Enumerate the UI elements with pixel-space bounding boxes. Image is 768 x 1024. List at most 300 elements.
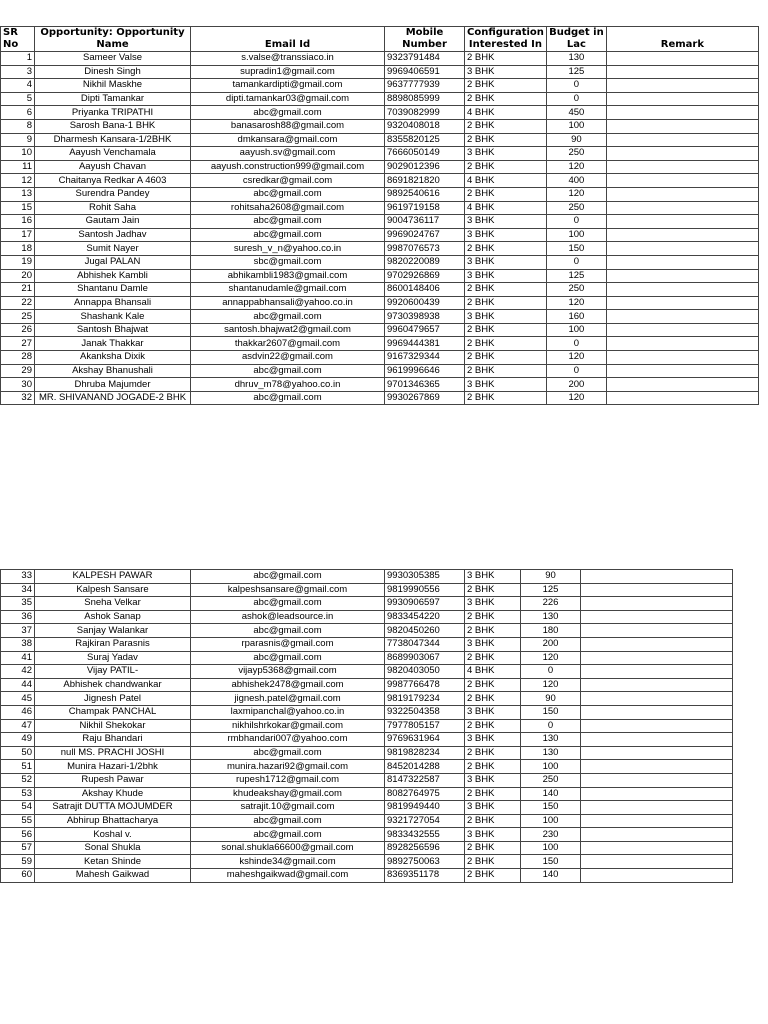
cell-budget[interactable]: 0 bbox=[521, 719, 581, 733]
cell-opportunity-name[interactable]: Sumit Nayer bbox=[35, 242, 191, 256]
cell-mobile-number[interactable]: 9167329344 bbox=[385, 351, 465, 365]
cell-mobile-number[interactable]: 9833432555 bbox=[385, 828, 465, 842]
cell-mobile-number[interactable]: 9701346365 bbox=[385, 378, 465, 392]
cell-opportunity-name[interactable]: Shantanu Damle bbox=[35, 283, 191, 297]
cell-configuration[interactable]: 4 BHK bbox=[465, 106, 547, 120]
cell-email-id[interactable]: abc@gmail.com bbox=[191, 570, 385, 584]
cell-budget[interactable]: 250 bbox=[521, 773, 581, 787]
cell-budget[interactable]: 125 bbox=[546, 269, 606, 283]
cell-budget[interactable]: 130 bbox=[521, 610, 581, 624]
cell-opportunity-name[interactable]: KALPESH PAWAR bbox=[35, 570, 191, 584]
cell-opportunity-name[interactable]: Dipti Tamankar bbox=[35, 92, 191, 106]
cell-opportunity-name[interactable]: Ketan Shinde bbox=[35, 855, 191, 869]
cell-opportunity-name[interactable]: Sarosh Bana-1 BHK bbox=[35, 119, 191, 133]
cell-email-id[interactable]: rupesh1712@gmail.com bbox=[191, 773, 385, 787]
cell-email-id[interactable]: santosh.bhajwat2@gmail.com bbox=[191, 323, 385, 337]
cell-budget[interactable]: 150 bbox=[521, 855, 581, 869]
cell-budget[interactable]: 0 bbox=[546, 79, 606, 93]
cell-opportunity-name[interactable]: Shashank Kale bbox=[35, 310, 191, 324]
cell-configuration[interactable]: 2 BHK bbox=[465, 760, 521, 774]
cell-email-id[interactable]: dmkansara@gmail.com bbox=[191, 133, 385, 147]
cell-email-id[interactable]: abc@gmail.com bbox=[191, 828, 385, 842]
cell-email-id[interactable]: shantanudamle@gmail.com bbox=[191, 283, 385, 297]
cell-mobile-number[interactable]: 8689903067 bbox=[385, 651, 465, 665]
cell-sr-no[interactable]: 11 bbox=[1, 160, 35, 174]
cell-email-id[interactable]: abc@gmail.com bbox=[191, 746, 385, 760]
cell-configuration[interactable]: 2 BHK bbox=[465, 814, 521, 828]
cell-email-id[interactable]: abc@gmail.com bbox=[191, 597, 385, 611]
cell-sr-no[interactable]: 55 bbox=[1, 814, 35, 828]
cell-email-id[interactable]: abc@gmail.com bbox=[191, 310, 385, 324]
cell-email-id[interactable]: vijayp5368@gmail.com bbox=[191, 665, 385, 679]
cell-configuration[interactable]: 3 BHK bbox=[465, 378, 547, 392]
cell-remark[interactable] bbox=[606, 119, 758, 133]
cell-configuration[interactable]: 3 BHK bbox=[465, 705, 521, 719]
cell-configuration[interactable]: 2 BHK bbox=[465, 296, 547, 310]
cell-remark[interactable] bbox=[606, 106, 758, 120]
cell-configuration[interactable]: 4 BHK bbox=[465, 174, 547, 188]
cell-mobile-number[interactable]: 7039082999 bbox=[385, 106, 465, 120]
cell-email-id[interactable]: kshinde34@gmail.com bbox=[191, 855, 385, 869]
cell-mobile-number[interactable]: 9920600439 bbox=[385, 296, 465, 310]
cell-remark[interactable] bbox=[606, 283, 758, 297]
cell-email-id[interactable]: satrajit.10@gmail.com bbox=[191, 801, 385, 815]
cell-configuration[interactable]: 2 BHK bbox=[465, 841, 521, 855]
cell-opportunity-name[interactable]: Vijay PATIL- bbox=[35, 665, 191, 679]
cell-remark[interactable] bbox=[606, 310, 758, 324]
cell-opportunity-name[interactable]: Dharmesh Kansara-1/2BHK bbox=[35, 133, 191, 147]
cell-budget[interactable]: 0 bbox=[546, 337, 606, 351]
cell-configuration[interactable]: 2 BHK bbox=[465, 692, 521, 706]
cell-opportunity-name[interactable]: Nikhil Shekokar bbox=[35, 719, 191, 733]
cell-budget[interactable]: 100 bbox=[546, 119, 606, 133]
cell-opportunity-name[interactable]: Abhishek Kambli bbox=[35, 269, 191, 283]
cell-sr-no[interactable]: 22 bbox=[1, 296, 35, 310]
cell-mobile-number[interactable]: 9730398938 bbox=[385, 310, 465, 324]
cell-remark[interactable] bbox=[581, 624, 733, 638]
cell-remark[interactable] bbox=[606, 378, 758, 392]
cell-remark[interactable] bbox=[581, 651, 733, 665]
cell-remark[interactable] bbox=[606, 65, 758, 79]
cell-opportunity-name[interactable]: Annappa Bhansali bbox=[35, 296, 191, 310]
cell-mobile-number[interactable]: 9819990556 bbox=[385, 583, 465, 597]
cell-configuration[interactable]: 4 BHK bbox=[465, 665, 521, 679]
cell-budget[interactable]: 120 bbox=[546, 187, 606, 201]
cell-opportunity-name[interactable]: Gautam Jain bbox=[35, 215, 191, 229]
cell-email-id[interactable]: khudeakshay@gmail.com bbox=[191, 787, 385, 801]
cell-budget[interactable]: 90 bbox=[521, 692, 581, 706]
cell-remark[interactable] bbox=[581, 637, 733, 651]
cell-remark[interactable] bbox=[581, 705, 733, 719]
cell-opportunity-name[interactable]: Munira Hazari-1/2bhk bbox=[35, 760, 191, 774]
cell-mobile-number[interactable]: 9833454220 bbox=[385, 610, 465, 624]
cell-opportunity-name[interactable]: Suraj Yadav bbox=[35, 651, 191, 665]
cell-opportunity-name[interactable]: Janak Thakkar bbox=[35, 337, 191, 351]
cell-budget[interactable]: 90 bbox=[521, 570, 581, 584]
cell-sr-no[interactable]: 8 bbox=[1, 119, 35, 133]
cell-remark[interactable] bbox=[606, 92, 758, 106]
cell-mobile-number[interactable]: 8452014288 bbox=[385, 760, 465, 774]
cell-mobile-number[interactable]: 9637777939 bbox=[385, 79, 465, 93]
cell-budget[interactable]: 120 bbox=[546, 296, 606, 310]
cell-email-id[interactable]: suresh_v_n@yahoo.co.in bbox=[191, 242, 385, 256]
cell-remark[interactable] bbox=[581, 733, 733, 747]
cell-sr-no[interactable]: 20 bbox=[1, 269, 35, 283]
cell-remark[interactable] bbox=[581, 746, 733, 760]
cell-configuration[interactable]: 2 BHK bbox=[465, 133, 547, 147]
cell-configuration[interactable]: 3 BHK bbox=[465, 733, 521, 747]
cell-remark[interactable] bbox=[606, 323, 758, 337]
cell-sr-no[interactable]: 42 bbox=[1, 665, 35, 679]
cell-remark[interactable] bbox=[606, 187, 758, 201]
cell-mobile-number[interactable]: 9930267869 bbox=[385, 391, 465, 405]
cell-configuration[interactable]: 2 BHK bbox=[465, 323, 547, 337]
cell-sr-no[interactable]: 34 bbox=[1, 583, 35, 597]
cell-configuration[interactable]: 2 BHK bbox=[465, 869, 521, 883]
cell-sr-no[interactable]: 9 bbox=[1, 133, 35, 147]
cell-remark[interactable] bbox=[581, 828, 733, 842]
cell-budget[interactable]: 90 bbox=[546, 133, 606, 147]
cell-opportunity-name[interactable]: Santosh Bhajwat bbox=[35, 323, 191, 337]
cell-configuration[interactable]: 3 BHK bbox=[465, 228, 547, 242]
cell-configuration[interactable]: 2 BHK bbox=[465, 651, 521, 665]
cell-remark[interactable] bbox=[606, 147, 758, 161]
cell-remark[interactable] bbox=[606, 364, 758, 378]
cell-sr-no[interactable]: 51 bbox=[1, 760, 35, 774]
cell-budget[interactable]: 180 bbox=[521, 624, 581, 638]
cell-opportunity-name[interactable]: Priyanka TRIPATHI bbox=[35, 106, 191, 120]
cell-email-id[interactable]: laxmipanchal@yahoo.co.in bbox=[191, 705, 385, 719]
cell-budget[interactable]: 120 bbox=[546, 351, 606, 365]
cell-budget[interactable]: 130 bbox=[546, 52, 606, 66]
cell-remark[interactable] bbox=[581, 597, 733, 611]
cell-mobile-number[interactable]: 9987076573 bbox=[385, 242, 465, 256]
cell-opportunity-name[interactable]: Raju Bhandari bbox=[35, 733, 191, 747]
cell-mobile-number[interactable]: 7977805157 bbox=[385, 719, 465, 733]
cell-email-id[interactable]: csredkar@gmail.com bbox=[191, 174, 385, 188]
cell-email-id[interactable]: abhishek2478@gmail.com bbox=[191, 678, 385, 692]
cell-sr-no[interactable]: 32 bbox=[1, 391, 35, 405]
cell-budget[interactable]: 250 bbox=[546, 201, 606, 215]
cell-opportunity-name[interactable]: Surendra Pandey bbox=[35, 187, 191, 201]
cell-configuration[interactable]: 3 BHK bbox=[465, 570, 521, 584]
cell-opportunity-name[interactable]: Sameer Valse bbox=[35, 52, 191, 66]
cell-sr-no[interactable]: 26 bbox=[1, 323, 35, 337]
cell-sr-no[interactable]: 35 bbox=[1, 597, 35, 611]
cell-opportunity-name[interactable]: Aayush Venchamala bbox=[35, 147, 191, 161]
cell-budget[interactable]: 130 bbox=[521, 733, 581, 747]
cell-opportunity-name[interactable]: Nikhil Maskhe bbox=[35, 79, 191, 93]
cell-email-id[interactable]: munira.hazari92@gmail.com bbox=[191, 760, 385, 774]
cell-configuration[interactable]: 3 BHK bbox=[465, 828, 521, 842]
cell-email-id[interactable]: abc@gmail.com bbox=[191, 624, 385, 638]
cell-sr-no[interactable]: 54 bbox=[1, 801, 35, 815]
cell-budget[interactable]: 150 bbox=[521, 705, 581, 719]
cell-email-id[interactable]: s.valse@transsiaco.in bbox=[191, 52, 385, 66]
cell-budget[interactable]: 100 bbox=[521, 814, 581, 828]
cell-sr-no[interactable]: 28 bbox=[1, 351, 35, 365]
cell-sr-no[interactable]: 41 bbox=[1, 651, 35, 665]
cell-sr-no[interactable]: 47 bbox=[1, 719, 35, 733]
cell-opportunity-name[interactable]: Rohit Saha bbox=[35, 201, 191, 215]
cell-configuration[interactable]: 2 BHK bbox=[465, 610, 521, 624]
cell-remark[interactable] bbox=[581, 869, 733, 883]
cell-opportunity-name[interactable]: Kalpesh Sansare bbox=[35, 583, 191, 597]
cell-remark[interactable] bbox=[581, 855, 733, 869]
cell-mobile-number[interactable]: 9769631964 bbox=[385, 733, 465, 747]
cell-configuration[interactable]: 2 BHK bbox=[465, 187, 547, 201]
cell-sr-no[interactable]: 49 bbox=[1, 733, 35, 747]
cell-budget[interactable]: 150 bbox=[546, 242, 606, 256]
cell-mobile-number[interactable]: 8691821820 bbox=[385, 174, 465, 188]
cell-opportunity-name[interactable]: Santosh Jadhav bbox=[35, 228, 191, 242]
cell-mobile-number[interactable]: 9321727054 bbox=[385, 814, 465, 828]
cell-remark[interactable] bbox=[606, 337, 758, 351]
cell-remark[interactable] bbox=[606, 160, 758, 174]
cell-remark[interactable] bbox=[581, 665, 733, 679]
cell-email-id[interactable]: aayush.construction999@gmail.com bbox=[191, 160, 385, 174]
cell-opportunity-name[interactable]: null MS. PRACHI JOSHI bbox=[35, 746, 191, 760]
cell-opportunity-name[interactable]: Ashok Sanap bbox=[35, 610, 191, 624]
cell-email-id[interactable]: aayush.sv@gmail.com bbox=[191, 147, 385, 161]
cell-email-id[interactable]: abc@gmail.com bbox=[191, 106, 385, 120]
cell-sr-no[interactable]: 30 bbox=[1, 378, 35, 392]
cell-email-id[interactable]: ashok@leadsource.in bbox=[191, 610, 385, 624]
cell-configuration[interactable]: 3 BHK bbox=[465, 310, 547, 324]
cell-email-id[interactable]: sonal.shukla66600@gmail.com bbox=[191, 841, 385, 855]
cell-budget[interactable]: 450 bbox=[546, 106, 606, 120]
cell-budget[interactable]: 160 bbox=[546, 310, 606, 324]
cell-configuration[interactable]: 2 BHK bbox=[465, 52, 547, 66]
cell-configuration[interactable]: 2 BHK bbox=[465, 787, 521, 801]
cell-email-id[interactable]: rohitsaha2608@gmail.com bbox=[191, 201, 385, 215]
cell-configuration[interactable]: 2 BHK bbox=[465, 351, 547, 365]
cell-remark[interactable] bbox=[581, 841, 733, 855]
cell-budget[interactable]: 400 bbox=[546, 174, 606, 188]
cell-sr-no[interactable]: 44 bbox=[1, 678, 35, 692]
cell-sr-no[interactable]: 15 bbox=[1, 201, 35, 215]
cell-configuration[interactable]: 2 BHK bbox=[465, 391, 547, 405]
cell-opportunity-name[interactable]: Aayush Chavan bbox=[35, 160, 191, 174]
cell-mobile-number[interactable]: 9619996646 bbox=[385, 364, 465, 378]
cell-budget[interactable]: 125 bbox=[521, 583, 581, 597]
cell-configuration[interactable]: 2 BHK bbox=[465, 855, 521, 869]
cell-mobile-number[interactable]: 9322504358 bbox=[385, 705, 465, 719]
cell-remark[interactable] bbox=[581, 787, 733, 801]
cell-budget[interactable]: 140 bbox=[521, 869, 581, 883]
cell-opportunity-name[interactable]: Koshal v. bbox=[35, 828, 191, 842]
cell-mobile-number[interactable]: 9819179234 bbox=[385, 692, 465, 706]
cell-budget[interactable]: 120 bbox=[546, 391, 606, 405]
cell-remark[interactable] bbox=[606, 201, 758, 215]
cell-sr-no[interactable]: 46 bbox=[1, 705, 35, 719]
cell-budget[interactable]: 120 bbox=[546, 160, 606, 174]
cell-mobile-number[interactable]: 9892540616 bbox=[385, 187, 465, 201]
cell-email-id[interactable]: dipti.tamankar03@gmail.com bbox=[191, 92, 385, 106]
cell-sr-no[interactable]: 33 bbox=[1, 570, 35, 584]
cell-remark[interactable] bbox=[581, 814, 733, 828]
cell-opportunity-name[interactable]: Jignesh Patel bbox=[35, 692, 191, 706]
cell-email-id[interactable]: abc@gmail.com bbox=[191, 215, 385, 229]
cell-mobile-number[interactable]: 8369351178 bbox=[385, 869, 465, 883]
cell-configuration[interactable]: 2 BHK bbox=[465, 583, 521, 597]
cell-sr-no[interactable]: 4 bbox=[1, 79, 35, 93]
cell-configuration[interactable]: 3 BHK bbox=[465, 637, 521, 651]
cell-budget[interactable]: 250 bbox=[546, 147, 606, 161]
cell-budget[interactable]: 100 bbox=[521, 841, 581, 855]
cell-configuration[interactable]: 3 BHK bbox=[465, 65, 547, 79]
cell-opportunity-name[interactable]: Chaitanya Redkar A 4603 bbox=[35, 174, 191, 188]
cell-email-id[interactable]: asdvin22@gmail.com bbox=[191, 351, 385, 365]
cell-opportunity-name[interactable]: Champak PANCHAL bbox=[35, 705, 191, 719]
cell-mobile-number[interactable]: 8147322587 bbox=[385, 773, 465, 787]
cell-opportunity-name[interactable]: Sonal Shukla bbox=[35, 841, 191, 855]
cell-email-id[interactable]: rparasnis@gmail.com bbox=[191, 637, 385, 651]
cell-budget[interactable]: 0 bbox=[546, 255, 606, 269]
cell-configuration[interactable]: 3 BHK bbox=[465, 597, 521, 611]
cell-configuration[interactable]: 2 BHK bbox=[465, 242, 547, 256]
cell-configuration[interactable]: 2 BHK bbox=[465, 79, 547, 93]
cell-budget[interactable]: 250 bbox=[546, 283, 606, 297]
cell-email-id[interactable]: abc@gmail.com bbox=[191, 814, 385, 828]
cell-budget[interactable]: 125 bbox=[546, 65, 606, 79]
cell-sr-no[interactable]: 56 bbox=[1, 828, 35, 842]
cell-remark[interactable] bbox=[581, 583, 733, 597]
cell-mobile-number[interactable]: 7738047344 bbox=[385, 637, 465, 651]
cell-remark[interactable] bbox=[606, 255, 758, 269]
cell-remark[interactable] bbox=[581, 801, 733, 815]
cell-email-id[interactable]: sbc@gmail.com bbox=[191, 255, 385, 269]
cell-remark[interactable] bbox=[606, 228, 758, 242]
cell-sr-no[interactable]: 19 bbox=[1, 255, 35, 269]
cell-mobile-number[interactable]: 9930906597 bbox=[385, 597, 465, 611]
cell-budget[interactable]: 200 bbox=[521, 637, 581, 651]
cell-remark[interactable] bbox=[606, 79, 758, 93]
cell-sr-no[interactable]: 21 bbox=[1, 283, 35, 297]
cell-opportunity-name[interactable]: Mahesh Gaikwad bbox=[35, 869, 191, 883]
cell-budget[interactable]: 0 bbox=[521, 665, 581, 679]
cell-sr-no[interactable]: 13 bbox=[1, 187, 35, 201]
cell-configuration[interactable]: 3 BHK bbox=[465, 255, 547, 269]
cell-remark[interactable] bbox=[606, 269, 758, 283]
cell-email-id[interactable]: kalpeshsansare@gmail.com bbox=[191, 583, 385, 597]
cell-mobile-number[interactable]: 9930305385 bbox=[385, 570, 465, 584]
cell-remark[interactable] bbox=[606, 242, 758, 256]
cell-sr-no[interactable]: 10 bbox=[1, 147, 35, 161]
cell-mobile-number[interactable]: 9969406591 bbox=[385, 65, 465, 79]
cell-sr-no[interactable]: 53 bbox=[1, 787, 35, 801]
cell-sr-no[interactable]: 25 bbox=[1, 310, 35, 324]
cell-opportunity-name[interactable]: Rajkiran Parasnis bbox=[35, 637, 191, 651]
cell-email-id[interactable]: nikhilshrkokar@gmail.com bbox=[191, 719, 385, 733]
cell-mobile-number[interactable]: 9619719158 bbox=[385, 201, 465, 215]
cell-configuration[interactable]: 2 BHK bbox=[465, 746, 521, 760]
cell-mobile-number[interactable]: 9960479657 bbox=[385, 323, 465, 337]
cell-configuration[interactable]: 2 BHK bbox=[465, 283, 547, 297]
cell-email-id[interactable]: abhikambli1983@gmail.com bbox=[191, 269, 385, 283]
cell-mobile-number[interactable]: 7666050149 bbox=[385, 147, 465, 161]
cell-remark[interactable] bbox=[581, 760, 733, 774]
cell-sr-no[interactable]: 60 bbox=[1, 869, 35, 883]
cell-mobile-number[interactable]: 9969024767 bbox=[385, 228, 465, 242]
cell-opportunity-name[interactable]: Dhruba Majumder bbox=[35, 378, 191, 392]
cell-mobile-number[interactable]: 8928256596 bbox=[385, 841, 465, 855]
cell-configuration[interactable]: 3 BHK bbox=[465, 773, 521, 787]
cell-remark[interactable] bbox=[606, 174, 758, 188]
cell-opportunity-name[interactable]: Sneha Velkar bbox=[35, 597, 191, 611]
cell-mobile-number[interactable]: 8898085999 bbox=[385, 92, 465, 106]
cell-mobile-number[interactable]: 8355820125 bbox=[385, 133, 465, 147]
cell-budget[interactable]: 120 bbox=[521, 651, 581, 665]
cell-opportunity-name[interactable]: Jugal PALAN bbox=[35, 255, 191, 269]
cell-configuration[interactable]: 3 BHK bbox=[465, 801, 521, 815]
cell-configuration[interactable]: 2 BHK bbox=[465, 364, 547, 378]
cell-configuration[interactable]: 2 BHK bbox=[465, 119, 547, 133]
cell-sr-no[interactable]: 38 bbox=[1, 637, 35, 651]
cell-remark[interactable] bbox=[606, 133, 758, 147]
cell-opportunity-name[interactable]: Abhishek chandwankar bbox=[35, 678, 191, 692]
cell-email-id[interactable]: dhruv_m78@yahoo.co.in bbox=[191, 378, 385, 392]
cell-budget[interactable]: 130 bbox=[521, 746, 581, 760]
cell-sr-no[interactable]: 36 bbox=[1, 610, 35, 624]
cell-remark[interactable] bbox=[606, 296, 758, 310]
cell-mobile-number[interactable]: 9820403050 bbox=[385, 665, 465, 679]
cell-configuration[interactable]: 2 BHK bbox=[465, 719, 521, 733]
cell-opportunity-name[interactable]: MR. SHIVANAND JOGADE-2 BHK bbox=[35, 391, 191, 405]
cell-sr-no[interactable]: 17 bbox=[1, 228, 35, 242]
cell-configuration[interactable]: 2 BHK bbox=[465, 678, 521, 692]
cell-opportunity-name[interactable]: Abhirup Bhattacharya bbox=[35, 814, 191, 828]
cell-mobile-number[interactable]: 9320408018 bbox=[385, 119, 465, 133]
cell-budget[interactable]: 0 bbox=[546, 364, 606, 378]
cell-budget[interactable]: 0 bbox=[546, 215, 606, 229]
cell-configuration[interactable]: 2 BHK bbox=[465, 624, 521, 638]
cell-email-id[interactable]: tamankardipti@gmail.com bbox=[191, 79, 385, 93]
cell-configuration[interactable]: 3 BHK bbox=[465, 215, 547, 229]
cell-sr-no[interactable]: 6 bbox=[1, 106, 35, 120]
cell-opportunity-name[interactable]: Akshay Khude bbox=[35, 787, 191, 801]
cell-sr-no[interactable]: 18 bbox=[1, 242, 35, 256]
cell-mobile-number[interactable]: 9819949440 bbox=[385, 801, 465, 815]
cell-email-id[interactable]: abc@gmail.com bbox=[191, 228, 385, 242]
cell-mobile-number[interactable]: 9820220089 bbox=[385, 255, 465, 269]
cell-mobile-number[interactable]: 9892750063 bbox=[385, 855, 465, 869]
cell-opportunity-name[interactable]: Akanksha Dixik bbox=[35, 351, 191, 365]
cell-remark[interactable] bbox=[606, 52, 758, 66]
cell-budget[interactable]: 100 bbox=[521, 760, 581, 774]
cell-mobile-number[interactable]: 9969444381 bbox=[385, 337, 465, 351]
cell-opportunity-name[interactable]: Sanjay Walankar bbox=[35, 624, 191, 638]
cell-budget[interactable]: 200 bbox=[546, 378, 606, 392]
cell-email-id[interactable]: abc@gmail.com bbox=[191, 187, 385, 201]
cell-remark[interactable] bbox=[581, 570, 733, 584]
cell-configuration[interactable]: 2 BHK bbox=[465, 160, 547, 174]
cell-mobile-number[interactable]: 9820450260 bbox=[385, 624, 465, 638]
cell-configuration[interactable]: 2 BHK bbox=[465, 337, 547, 351]
cell-budget[interactable]: 120 bbox=[521, 678, 581, 692]
cell-budget[interactable]: 150 bbox=[521, 801, 581, 815]
cell-email-id[interactable]: annappabhansali@yahoo.co.in bbox=[191, 296, 385, 310]
cell-email-id[interactable]: abc@gmail.com bbox=[191, 364, 385, 378]
cell-sr-no[interactable]: 57 bbox=[1, 841, 35, 855]
cell-email-id[interactable]: rmbhandari007@yahoo.com bbox=[191, 733, 385, 747]
cell-mobile-number[interactable]: 9004736117 bbox=[385, 215, 465, 229]
cell-mobile-number[interactable]: 9702926869 bbox=[385, 269, 465, 283]
cell-budget[interactable]: 230 bbox=[521, 828, 581, 842]
cell-mobile-number[interactable]: 9029012396 bbox=[385, 160, 465, 174]
cell-mobile-number[interactable]: 9323791484 bbox=[385, 52, 465, 66]
cell-mobile-number[interactable]: 9987766478 bbox=[385, 678, 465, 692]
